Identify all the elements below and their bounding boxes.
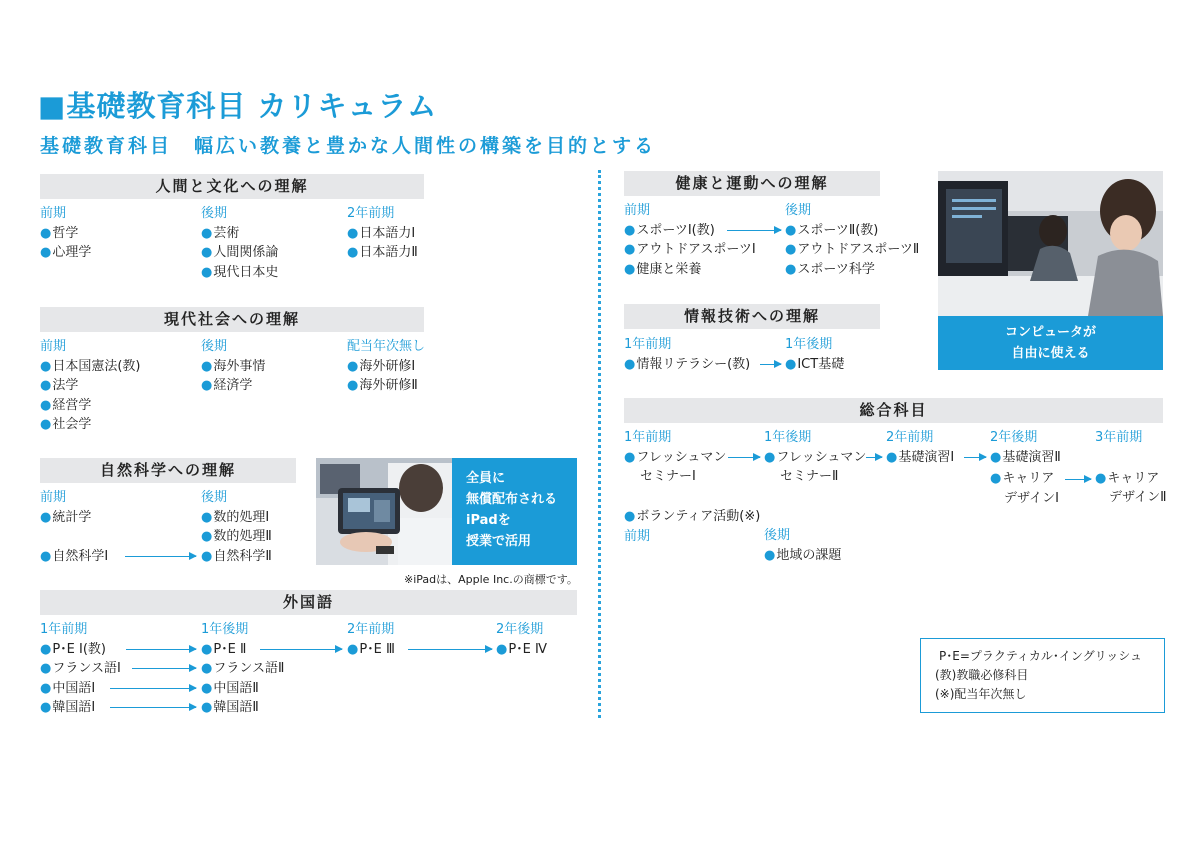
course-item-cont: デザインⅡ — [1109, 490, 1167, 505]
section-header: 情報技術への理解 — [624, 304, 880, 329]
term-label: 後期 — [201, 206, 228, 221]
course-item: ● 数的処理Ⅰ — [201, 508, 272, 528]
course-item: ● 中国語Ⅱ — [201, 679, 284, 699]
term-label: 後期 — [201, 490, 228, 505]
term-label: 前期 — [40, 339, 67, 354]
column-y2-second — [990, 428, 1061, 508]
course-item: ● 法学 — [40, 376, 141, 396]
caption-line: コンピュータが — [1004, 325, 1096, 340]
course-item: ● 現代日本史 — [201, 263, 278, 283]
term-label: 2年前期 — [347, 206, 395, 221]
term-label: 2年後期 — [496, 622, 544, 637]
computer-room-photo — [938, 171, 1163, 316]
volunteer-block — [624, 507, 760, 546]
caption-line: 無償配布される — [466, 492, 558, 507]
course-item: ● 韓国語Ⅰ — [40, 698, 121, 718]
term-label: 前期 — [624, 528, 651, 544]
column-y3-first — [1095, 428, 1167, 508]
progression-arrow — [760, 364, 781, 365]
course-item: ● 心理学 — [40, 243, 91, 263]
course-item: ● 地域の課題 — [764, 546, 841, 566]
course-item: ● 数的処理Ⅱ — [201, 527, 272, 547]
section-info-tech — [624, 304, 880, 329]
section-header: 人間と文化への理解 — [40, 174, 424, 199]
term-label: 2年前期 — [347, 622, 395, 637]
course-item: ● 海外研修Ⅰ — [347, 357, 425, 377]
page-subtitle: 基礎教育科目 幅広い教養と豊かな人間性の構築を目的とする — [40, 135, 657, 157]
course-item: ● 社会学 — [40, 415, 141, 435]
course-item: ● 基礎演習Ⅰ — [886, 448, 954, 468]
course-item: ● 健康と栄養 — [624, 260, 756, 280]
ipad-caption — [452, 458, 577, 565]
progression-arrow — [408, 649, 492, 650]
column-second-term — [201, 337, 265, 396]
section-foreign-language — [40, 590, 577, 615]
course-item: ● 経営学 — [40, 396, 141, 416]
course-item: ● スポーツⅠ(教) — [624, 221, 756, 241]
course-item: ● アウトドアスポーツⅡ — [785, 240, 919, 260]
term-label: 1年前期 — [40, 622, 88, 637]
volunteer-second-term — [764, 526, 841, 565]
course-item: ● 芸術 — [201, 224, 278, 244]
column-y1-second — [785, 335, 844, 374]
term-label: 前期 — [40, 206, 67, 221]
column-y2-first — [886, 428, 954, 467]
course-item: ● 人間関係論 — [201, 243, 278, 263]
course-item: ● アウトドアスポーツⅠ — [624, 240, 756, 260]
section-general — [624, 398, 1163, 423]
course-item: ● 海外研修Ⅱ — [347, 376, 425, 396]
ipad-classroom-photo — [316, 458, 452, 565]
column-divider — [598, 170, 601, 718]
progression-arrow — [110, 707, 196, 708]
column-no-year — [347, 337, 425, 396]
progression-arrow — [126, 649, 196, 650]
course-item: ● フレッシュマン — [624, 448, 726, 468]
course-item-cont: デザインⅠ — [1004, 490, 1059, 506]
progression-arrow — [728, 457, 760, 458]
caption-line: 自由に使える — [1011, 346, 1090, 361]
column-y2-second — [496, 620, 547, 659]
column-second-term — [785, 201, 919, 279]
term-label: 1年前期 — [624, 337, 672, 352]
term-label: 2年後期 — [990, 430, 1038, 445]
page-title: ■基礎教育科目 カリキュラム — [38, 89, 438, 123]
legend-line: (※)配当年次無し — [935, 687, 1027, 701]
computer-caption — [938, 316, 1163, 370]
course-item: ● 統計学 — [40, 508, 108, 528]
course-item: ● フレッシュマン — [764, 448, 866, 468]
section-natural-science — [40, 458, 296, 483]
column-y1-first — [40, 620, 121, 718]
course-item: ● 基礎演習Ⅱ — [990, 448, 1061, 468]
course-item: ● 自然科学Ⅰ — [40, 547, 108, 567]
legend-box — [920, 638, 1165, 713]
course-item: ● スポーツ科学 — [785, 260, 919, 280]
course-item: ● 海外事情 — [201, 357, 265, 377]
course-item: ● 情報リテラシー(教) — [624, 355, 750, 375]
column-second-term — [201, 488, 272, 566]
term-label: 1年前期 — [624, 430, 672, 445]
legend-line: (教)教職必修科目 — [935, 668, 1029, 682]
course-item: ● スポーツⅡ(教) — [785, 221, 919, 241]
course-item: ● P･E Ⅰ(教) — [40, 640, 121, 660]
progression-arrow — [110, 688, 196, 689]
term-label: 前期 — [40, 490, 67, 505]
term-label: 後期 — [201, 339, 228, 354]
term-label: 1年後期 — [764, 430, 812, 445]
course-item: ● 韓国語Ⅱ — [201, 698, 284, 718]
term-label: 後期 — [764, 528, 791, 543]
term-label: 3年前期 — [1095, 430, 1143, 445]
trademark-note: ※iPadは、Apple Inc.の商標です。 — [404, 573, 578, 586]
course-item: ● ICT基礎 — [785, 355, 844, 375]
course-item: ● P･E Ⅱ — [201, 640, 284, 660]
section-health-sports — [624, 171, 880, 196]
course-item: ● P･E Ⅲ — [347, 640, 395, 660]
column-y1-second — [201, 620, 284, 718]
progression-arrow — [125, 556, 196, 557]
column-y1-second — [764, 428, 866, 487]
column-y2-first — [347, 620, 395, 659]
caption-line: 全員に — [466, 471, 506, 486]
column-first-term — [40, 204, 91, 263]
course-item: ● 哲学 — [40, 224, 91, 244]
term-label: 前期 — [624, 203, 651, 218]
progression-arrow — [260, 649, 342, 650]
section-header: 総合科目 — [624, 398, 1163, 423]
term-label: 1年後期 — [785, 337, 833, 352]
section-header: 現代社会への理解 — [40, 307, 424, 332]
course-item-cont: セミナーⅠ — [640, 469, 696, 484]
progression-arrow — [1065, 479, 1091, 480]
term-label: 2年前期 — [886, 430, 934, 445]
caption-line: iPadを — [466, 513, 511, 528]
section-header: 健康と運動への理解 — [624, 171, 880, 196]
course-item: ● 中国語Ⅰ — [40, 679, 121, 699]
course-item: ● 自然科学Ⅱ — [201, 547, 272, 567]
course-item: ● キャリア — [1095, 469, 1167, 489]
progression-arrow — [727, 230, 781, 231]
section-header: 外国語 — [40, 590, 577, 615]
progression-arrow — [132, 668, 196, 669]
course-item: ● ボランティア活動(※) — [624, 507, 760, 527]
course-item-cont: セミナーⅡ — [780, 469, 839, 484]
term-label: 1年後期 — [201, 622, 249, 637]
column-y1-first — [624, 335, 750, 374]
progression-arrow — [866, 457, 882, 458]
term-label: 後期 — [785, 203, 812, 218]
progression-arrow — [964, 457, 986, 458]
course-item: ● 日本語力Ⅰ — [347, 224, 418, 244]
section-human-culture — [40, 174, 424, 199]
term-label: 配当年次無し — [347, 339, 426, 354]
column-second-term — [201, 204, 278, 282]
column-year2-first — [347, 204, 418, 263]
course-item: ● 経済学 — [201, 376, 265, 396]
caption-line: 授業で活用 — [466, 534, 532, 549]
column-y1-first — [624, 428, 726, 487]
course-item: ● フランス語Ⅱ — [201, 659, 284, 679]
column-first-term — [624, 201, 756, 279]
course-item: ● 日本語力Ⅱ — [347, 243, 418, 263]
course-item: ● P･E Ⅳ — [496, 640, 547, 660]
course-item: ● 日本国憲法(教) — [40, 357, 141, 377]
column-first-term — [40, 488, 108, 566]
legend-line: P･E=プラクティカル･イングリッシュ — [939, 649, 1142, 663]
course-item: ● フランス語Ⅰ — [40, 659, 121, 679]
column-first-term — [40, 337, 141, 435]
section-header: 自然科学への理解 — [40, 458, 296, 483]
section-modern-society — [40, 307, 424, 332]
course-item: ● キャリア — [990, 469, 1061, 489]
